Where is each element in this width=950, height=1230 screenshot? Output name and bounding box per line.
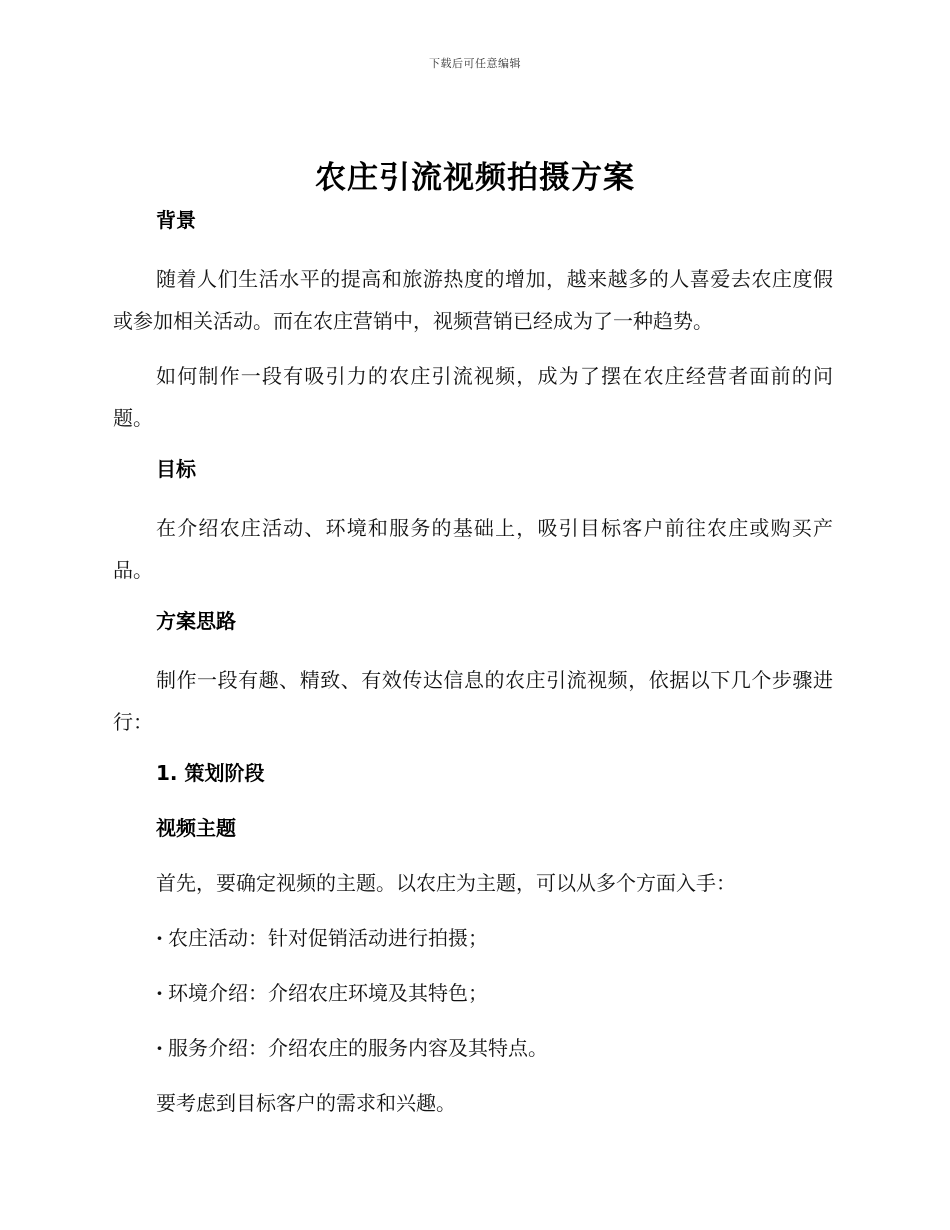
list-item — [113, 1031, 833, 1065]
list-item-text: 服务介绍：介绍农庄的服务内容及其特点。 — [168, 1036, 548, 1060]
document-body — [113, 203, 833, 1141]
section-heading-theme: 视频主题 — [156, 816, 236, 840]
paragraph-theme-closing: 要考虑到目标客户的需求和兴趣。 — [156, 1091, 456, 1115]
paragraph-goal-1: 在介绍农庄活动、环境和服务的基础上，吸引目标客户前往农庄或购买产品。 — [113, 516, 833, 582]
page-header: 下载后可任意编辑 — [429, 57, 521, 70]
paragraph-background-2: 如何制作一段有吸引力的农庄引流视频，成为了摆在农庄经营者面前的问题。 — [113, 364, 833, 430]
bullet-icon: · — [156, 1036, 163, 1060]
list-item — [113, 921, 833, 955]
list-item — [113, 976, 833, 1010]
section-heading-approach: 方案思路 — [156, 609, 236, 633]
paragraph-background-1: 随着人们生活水平的提高和旅游热度的增加，越来越多的人喜爱去农庄度假或参加相关活动。而在农庄营销中，视频营销已经成为了一种趋势。 — [113, 267, 833, 333]
section-heading-background: 背景 — [156, 208, 196, 232]
section-heading-goal: 目标 — [156, 457, 196, 481]
list-item-text: 农庄活动：针对促销活动进行拍摄； — [168, 926, 488, 950]
section-heading-step1: 1. 策划阶段 — [156, 761, 265, 785]
bullet-icon: · — [156, 926, 163, 950]
paragraph-theme-intro: 首先，要确定视频的主题。以农庄为主题，可以从多个方面入手： — [156, 871, 736, 895]
document-title: 农庄引流视频拍摄方案 — [315, 160, 635, 196]
list-item-text: 环境介绍：介绍农庄环境及其特色； — [168, 981, 488, 1005]
paragraph-approach-1: 制作一段有趣、精致、有效传达信息的农庄引流视频，依据以下几个步骤进行： — [113, 668, 833, 734]
bullet-icon: · — [156, 981, 163, 1005]
